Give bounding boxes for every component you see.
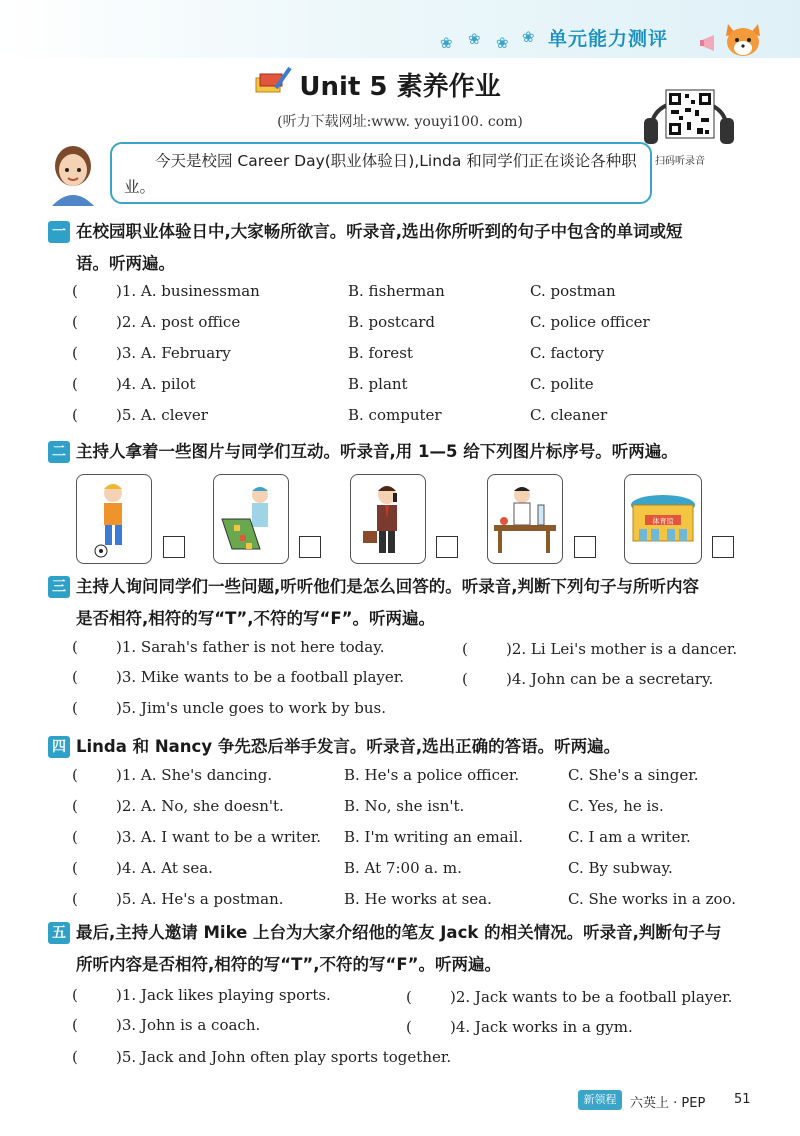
megaphone-icon [700,34,724,52]
option-a: )4. A. pilot [116,375,196,393]
answer-paren[interactable]: ( [72,766,78,784]
option-a: )1. A. businessman [116,282,260,300]
answer-paren[interactable]: ( [72,406,78,424]
option-b: B. At 7:00 a. m. [344,859,462,877]
paw-icon: ❀ [496,34,509,52]
picture-scientist [487,474,563,564]
answer-paren[interactable]: ( [72,890,78,908]
header-band [0,0,800,58]
option-a: )3. A. I want to be a writer. [116,828,322,846]
statement: )4. John can be a secretary. [506,670,714,688]
option-b: B. He works at sea. [344,890,492,908]
option-c: C. Yes, he is. [568,797,664,815]
answer-paren[interactable]: ( [72,699,78,717]
option-b: B. forest [348,344,413,362]
gym-sign-text: 体育馆 [652,517,674,526]
answer-paren[interactable]: ( [462,640,468,658]
answer-paren[interactable]: ( [72,375,78,393]
option-b: B. computer [348,406,442,424]
businessman-phone-icon [351,475,425,563]
option-c: C. She's a singer. [568,766,699,784]
option-c: C. polite [530,375,594,393]
answer-paren[interactable]: ( [462,670,468,688]
answer-paren[interactable]: ( [72,828,78,846]
question-list [72,766,772,921]
qr-caption: 扫码听录音 [655,156,705,167]
question-row [72,828,772,859]
section-instructions: 主持人询问同学们一些问题,听听他们是怎么回答的。听录音,判断下列句子与所听内容 是否相符,相符的写“T”,不符的写“F”。听两遍。 [76,577,700,628]
section-number: 二 [48,441,70,463]
picture-businessman [350,474,426,564]
question-row [72,797,772,828]
section-number: 四 [48,736,70,758]
answer-paren[interactable]: ( [72,1016,78,1034]
section-instructions: 在校园职业体验日中,大家畅所欲言。听录音,选出你所听到的句子中包含的单词或短 语。听两遍。 [76,222,683,273]
question-row [72,282,772,313]
answer-paren[interactable]: ( [72,986,78,1004]
section-instructions: Linda 和 Nancy 争先恐后举手发言。听录音,选出正确的答语。听两遍。 [76,737,621,756]
answer-paren[interactable]: ( [72,313,78,331]
question-list [72,986,772,1078]
book-info: 六英上 · PEP [630,1096,706,1111]
answer-box[interactable] [436,536,458,558]
answer-box[interactable] [712,536,734,558]
answer-paren[interactable]: ( [406,1018,412,1036]
picture-factory-worker [213,474,289,564]
statement: )4. Jack works in a gym. [450,1018,633,1036]
intro-text: 今天是校园 Career Day(职业体验日),Linda 和同学们正在谈论各种职业。 [124,152,637,196]
scientist-lab-icon [488,475,562,563]
statement: )1. Sarah's father is not here today. [116,638,385,656]
statement: )2. Jack wants to be a football player. [450,988,733,1006]
statement: )2. Li Lei's mother is a dancer. [506,640,738,658]
option-a: )2. A. post office [116,313,241,331]
option-b: B. plant [348,375,408,393]
option-c: C. She works in a zoo. [568,890,737,908]
answer-box[interactable] [299,536,321,558]
option-a: )3. A. February [116,344,231,362]
statement: )3. John is a coach. [116,1016,261,1034]
unit-assessment-label: 单元能力测评 [548,28,669,50]
statement: )5. Jim's uncle goes to work by bus. [116,699,386,717]
option-c: C. By subway. [568,859,673,877]
section-instructions: 主持人拿着一些图片与同学们互动。听录音,用 1—5 给下列图片标序号。听两遍。 [76,442,678,461]
option-a: )5. A. clever [116,406,208,424]
option-c: C. factory [530,344,605,362]
question-row [72,859,772,890]
section-number: 三 [48,576,70,598]
fox-mascot-icon [722,20,764,60]
option-a: )2. A. No, she doesn't. [116,797,284,815]
question-list [72,638,772,730]
statement: )5. Jack and John often play sports together. [116,1048,452,1066]
option-b: B. No, she isn't. [344,797,465,815]
answer-paren[interactable]: ( [72,282,78,300]
option-c: C. cleaner [530,406,608,424]
option-a: )5. A. He's a postman. [116,890,284,908]
page-number: 51 [734,1092,751,1107]
question-row [72,344,772,375]
option-b: B. He's a police officer. [344,766,520,784]
statement: )1. Jack likes playing sports. [116,986,331,1004]
answer-paren[interactable]: ( [72,668,78,686]
factory-worker-icon [214,475,288,563]
question-row [72,766,772,797]
option-c: C. postman [530,282,616,300]
question-list [72,282,772,437]
statement: )3. Mike wants to be a football player. [116,668,405,686]
picture-football-player [76,474,152,564]
answer-paren[interactable]: ( [406,988,412,1006]
question-row [72,406,772,437]
section-number: 五 [48,922,70,944]
answer-paren[interactable]: ( [72,1048,78,1066]
publisher-tag: 新领程 [578,1090,622,1110]
answer-paren[interactable]: ( [72,859,78,877]
paw-icon: ❀ [522,28,535,46]
option-c: C. I am a writer. [568,828,691,846]
option-a: )4. A. At sea. [116,859,213,877]
option-b: B. fisherman [348,282,445,300]
answer-box[interactable] [163,536,185,558]
option-b: B. I'm writing an email. [344,828,524,846]
answer-box[interactable] [574,536,596,558]
boy-avatar-icon [40,140,106,206]
section-instructions: 最后,主持人邀请 Mike 上台为大家介绍他的笔友 Jack 的相关情况。听录音,判断句子与 所听内容是否相符,相符的写“T”,不符的写“F”。听两遍。 [76,923,722,974]
answer-paren[interactable]: ( [72,344,78,362]
download-url-note: (听力下载网址:www. youyi100. com) [277,114,523,130]
option-a: )1. A. She's dancing. [116,766,273,784]
answer-paren[interactable]: ( [72,638,78,656]
question-row [72,313,772,344]
answer-paren[interactable]: ( [72,797,78,815]
football-player-icon [77,475,151,563]
section-number: 一 [48,221,70,243]
option-b: B. postcard [348,313,436,331]
picture-gym [624,474,702,564]
gym-building-icon [625,475,701,563]
paw-icon: ❀ [468,30,481,48]
option-c: C. police officer [530,313,650,331]
paw-icon: ❀ [440,34,453,52]
page-title: Unit 5 素养作业 [299,72,501,102]
question-row [72,375,772,406]
